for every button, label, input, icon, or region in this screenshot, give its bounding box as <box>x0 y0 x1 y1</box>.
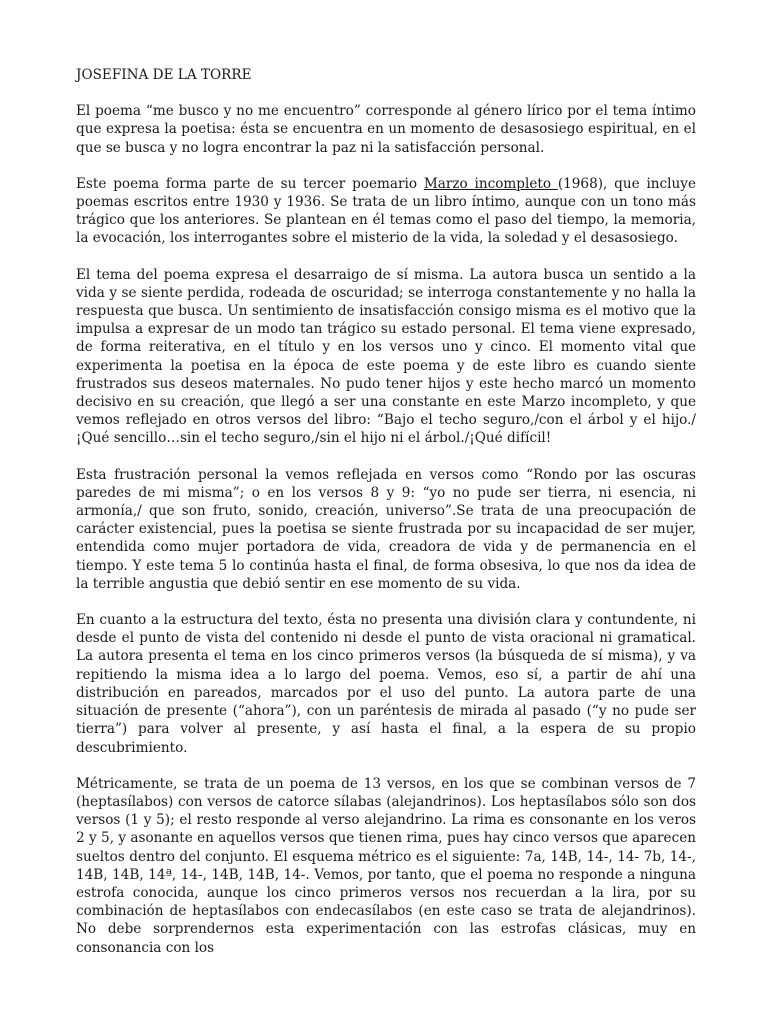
paragraph-structure: En cuanto a la estructura del texto, ésta no presenta una división clara y contundente, ni desde el punto de vista del contenido ni desde el punto de vista oracional ni gramatical. La autora presenta el tema en los cinco primeros versos (la búsqueda de sí misma), y va repitiendo la misma idea a lo largo del poema. Vemos, eso sí, a partir de ahí una distribución en pareados, marcados por el uso del punto. La autora parte de una situación de presente (“ahora”), con un paréntesis de mirada al pasado (“y no pude ser tierra”) para volver al presente, y así hasta el final, a la espera de su propio descubrimiento. <box>76 612 696 756</box>
paragraph-theme: El tema del poema expresa el desarraigo de sí misma. La autora busca un sentido a la vida y se siente perdida, rodeada de oscuridad; se interroga constantemente y no halla la respuesta que busca. Un sentimiento de insatisfacción consigo misma es el motivo que la impulsa a expresar de un modo tan trágico su estado personal. El tema viene expresado, de forma reiterativa, en el título y en los versos uno y cinco. El momento vital que experimenta la poetisa en la época de este poema y de este libro es cuando siente frustrados sus deseos maternales. No pudo tener hijos y este hecho marcó un momento decisivo en su creación, que llegó a ser una constante en este Marzo incompleto, y que vemos reflejado en otros versos del libro: “Bajo el techo seguro,/con el árbol y el hijo./¡Qué sencillo…sin el techo seguro,/sin el hijo ni el árbol./¡Qué difícil! <box>76 266 696 447</box>
document-page <box>76 66 696 975</box>
paragraph-book-rest: (1968), que incluye poemas escritos entre 1930 y 1936. Se trata de un libro íntimo, aunque con un tono más trágico que los anteriores. Se plantean en él temas como el paso del tiempo, la memoria, la evocación, los interrogantes sobre el misterio de la vida, la soledad y el desasosiego. <box>76 175 696 247</box>
document-title: JOSEFINA DE LA TORRE <box>76 67 252 83</box>
paragraph-metrics: Métricamente, se trata de un poema de 13 versos, en los que se combinan versos de 7 (heptasílabos) con versos de catorce sílabas (alejandrinos). Los heptasílabos sólo son dos versos (1 y 5); el resto responde al verso alejandrino. La rima es consonante en los veros 2 y 5, y asonante en aquellos versos que tienen rima, pues hay cinco versos que aparecen sueltos dentro del conjunto. El esquema métrico es el siguiente: 7a, 14B, 14-, 14- 7b, 14-, 14B, 14B, 14ª, 14-, 14B, 14B, 14-. Vemos, por tanto, que el poema no responde a ninguna estrofa conocida, aunque los cinco primeros versos nos recuerdan a la lira, por su combinación de heptasílabos con endecasílabos (en este caso se trata de alejandrinos). No debe sorprendernos esta experimentación con las estrofas clásicas, muy en consonancia con los <box>76 775 696 956</box>
paragraph-book <box>76 175 696 248</box>
paragraph-frustration: Esta frustración personal la vemos reflejada en versos como “Rondo por las oscuras paredes de mi misma”; o en los versos 8 y 9: “yo no pude ser tierra, ni esencia, ni armonía,/ que son fruto, sonido, creación, universo”.Se trata de una preocupación de carácter existencial, pues la poetisa se siente frustrada por su incapacidad de ser mujer, entendida como mujer portadora de vida, creadora de vida y de permanencia en el tiempo. Y este tema 5 lo continúa hasta el final, de forma obsesiva, lo que nos da idea de la terrible angustia que debió sentir en ese momento de su vida. <box>76 466 696 592</box>
book-title: Marzo incompleto <box>423 175 558 192</box>
paragraph-book-lead: Este poema forma parte de su tercer poemario <box>76 175 424 192</box>
paragraph-intro: El poema “me busco y no me encuentro” corresponde al género lírico por el tema íntimo que expresa la poetisa: ésta se encuentra en un momento de desasosiego espiritual, en el que se busca y no logra encontrar la paz ni la satisfacción personal. <box>76 103 696 156</box>
